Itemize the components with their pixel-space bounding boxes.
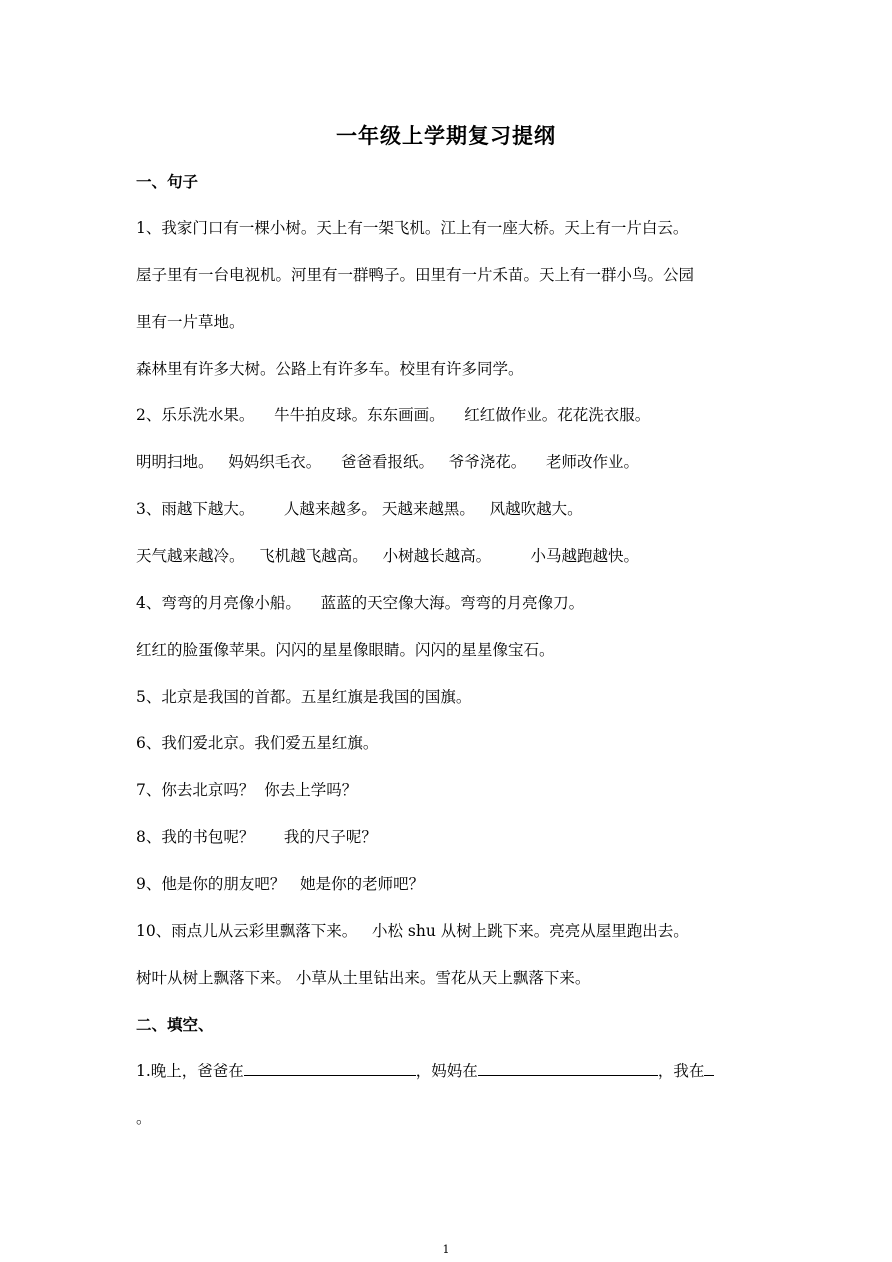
sentence-line: 6、我们爱北京。我们爱五星红旗。 [136, 734, 379, 752]
sentence-line: 1、我家门口有一棵小树。天上有一架飞机。江上有一座大桥。天上有一片白云。 [136, 219, 689, 237]
fill-in-text: ，妈妈在 [415, 1062, 478, 1080]
fill-in-text: 1.晚上，爸爸在 [136, 1062, 244, 1080]
sentence-line: 3、雨越下越大。 人越来越多。 天越来越黑。 风越吹越大。 [136, 500, 583, 518]
fill-in-blank-2[interactable] [478, 1060, 658, 1076]
fill-in-blank-1[interactable] [244, 1060, 416, 1076]
sentence-line: 天气越来越冷。 飞机越飞越高。 小树越长越高。 小马越跑越快。 [136, 547, 639, 565]
sentence-line: 屋子里有一台电视机。河里有一群鸭子。田里有一片禾苗。天上有一群小鸟。公园 [136, 266, 695, 284]
fill-in-text: ，我在 [657, 1062, 705, 1080]
section-heading-sentences: 一、句子 [136, 172, 199, 191]
fill-in-continuation: 。 [136, 1109, 152, 1127]
sentence-line: 2、乐乐洗水果。 牛牛拍皮球。东东画画。 红红做作业。花花洗衣服。 [136, 406, 651, 424]
sentence-line: 森林里有许多大树。公路上有许多车。校里有许多同学。 [136, 360, 524, 378]
sentence-line: 红红的脸蛋像苹果。闪闪的星星像眼睛。闪闪的星星像宝石。 [136, 641, 555, 659]
sentence-line: 里有一片草地。 [136, 313, 245, 331]
sentence-line: 5、北京是我国的首都。五星红旗是我国的国旗。 [136, 688, 472, 706]
document-title: 一年级上学期复习提纲 [336, 123, 556, 148]
sentence-line: 4、弯弯的月亮像小船。 蓝蓝的天空像大海。弯弯的月亮像刀。 [136, 594, 585, 612]
sentence-line: 树叶从树上飘落下来。 小草从土里钻出来。雪花从天上飘落下来。 [136, 969, 591, 987]
fill-in-blank-3[interactable] [704, 1060, 714, 1076]
section-heading-fill-in: 二、填空、 [136, 1015, 214, 1034]
page-number: 1 [442, 1243, 450, 1256]
sentence-line: 明明扫地。 妈妈织毛衣。 爸爸看报纸。 爷爷浇花。 老师改作业。 [136, 453, 639, 471]
sentence-line: 9、他是你的朋友吧？ 她是你的老师吧？ [136, 875, 425, 893]
sentence-line: 8、我的书包呢？ 我的尺子呢？ [136, 828, 377, 846]
sentence-line: 7、你去北京吗？ 你去上学吗？ [136, 781, 358, 799]
sentence-line: 10、雨点儿从云彩里飘落下来。 小松 shu 从树上跳下来。亮亮从屋里跑出去。 [136, 922, 689, 940]
fill-in-question [136, 1060, 714, 1082]
